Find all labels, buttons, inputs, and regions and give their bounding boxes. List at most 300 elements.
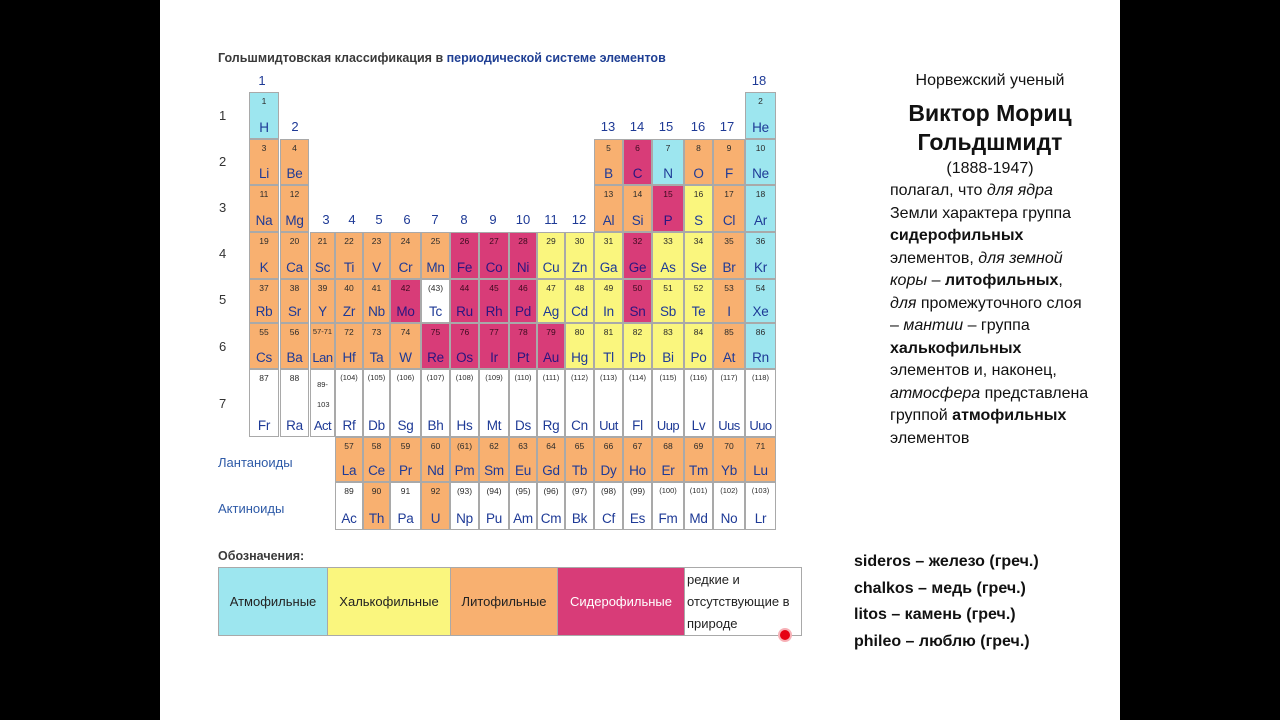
element-cell-ra: [280, 369, 309, 437]
element-cell-at: [713, 323, 745, 369]
element-symbol: Db: [368, 418, 385, 433]
atomic-number: 11: [259, 189, 269, 199]
bio-t12: мантии: [903, 317, 964, 334]
atomic-number: (115): [659, 373, 677, 382]
atomic-number: 83: [663, 327, 673, 337]
atomic-number: 86: [755, 327, 766, 337]
element-symbol: C: [632, 166, 643, 181]
atomic-number: 22: [344, 236, 354, 246]
element-cell-dy: [594, 437, 623, 482]
element-cell-sg: [390, 369, 421, 437]
atomic-number: 85: [724, 327, 734, 337]
element-cell-na: [249, 185, 279, 232]
element-symbol: Pm: [454, 463, 475, 478]
element-symbol: Pd: [514, 304, 532, 319]
atomic-number: 92: [430, 486, 441, 496]
element-cell-al: [594, 185, 623, 232]
bio-t4: сидерофильных: [890, 227, 1024, 244]
element-symbol: Uuo: [749, 418, 772, 433]
atomic-number: (107): [426, 373, 445, 382]
element-symbol: Sg: [397, 418, 414, 433]
element-cell-li: [249, 139, 279, 185]
element-symbol: Am: [513, 511, 533, 526]
element-symbol: Cm: [540, 511, 562, 526]
element-cell-lan: [310, 323, 335, 369]
atomic-number: 41: [371, 283, 382, 293]
atomic-number: 19: [259, 236, 269, 246]
atomic-number: 4: [292, 143, 297, 153]
atomic-number: 27: [489, 236, 499, 246]
element-cell-ac: [335, 482, 363, 530]
element-symbol: Np: [456, 511, 473, 526]
element-cell-uuo: [745, 369, 776, 437]
element-cell-lv: [684, 369, 713, 437]
element-cell-bk: [565, 482, 594, 530]
element-cell-he: [745, 92, 776, 139]
atomic-number: 77: [489, 327, 499, 337]
element-symbol: Os: [456, 350, 473, 365]
atomic-number: 67: [632, 441, 643, 451]
group-header-16: 16: [690, 119, 706, 134]
group-header-7: 7: [431, 212, 439, 227]
element-cell-ho: [623, 437, 652, 482]
atomic-number: 38: [289, 283, 300, 293]
element-cell-fe: [450, 232, 479, 279]
atomic-number: (112): [571, 373, 588, 382]
atomic-number: 73: [371, 327, 382, 337]
element-symbol: I: [727, 304, 731, 319]
atomic-number: 78: [518, 327, 528, 337]
element-cell-u: [421, 482, 450, 530]
period-label-2: 2: [219, 154, 227, 169]
legend: [218, 567, 802, 636]
element-symbol: F: [724, 166, 734, 181]
element-cell-cf: [594, 482, 623, 530]
atomic-number: 2: [758, 96, 763, 106]
element-symbol: Pb: [629, 350, 646, 365]
element-symbol: Na: [255, 213, 273, 228]
element-cell-la: [335, 437, 363, 482]
element-cell-cr: [390, 232, 421, 279]
bio-paragraph: [890, 180, 1090, 450]
element-symbol: Re: [427, 350, 444, 365]
atomic-number: 74: [400, 327, 411, 337]
atomic-number: (118): [752, 373, 769, 382]
element-symbol: Md: [689, 511, 708, 526]
atomic-number: 34: [693, 236, 704, 246]
element-symbol: Fe: [456, 260, 473, 275]
group-header-13: 13: [600, 119, 616, 134]
period-label-6: 6: [219, 339, 227, 354]
element-cell-am: [509, 482, 537, 530]
element-symbol: V: [372, 260, 381, 275]
atomic-number: 25: [430, 236, 441, 246]
element-symbol: Lv: [691, 418, 706, 433]
group-header-4: 4: [348, 212, 356, 227]
atomic-number: (110): [514, 373, 532, 382]
element-cell-uup: [652, 369, 684, 437]
element-symbol: Lan: [312, 350, 333, 365]
atomic-number: (98): [600, 486, 617, 496]
element-symbol: Cr: [398, 260, 413, 275]
atomic-number: 35: [724, 236, 734, 246]
element-symbol: Sr: [287, 304, 302, 319]
element-cell-gd: [537, 437, 565, 482]
group-header-5: 5: [375, 212, 383, 227]
element-cell-i: [713, 279, 745, 323]
atomic-number: 80: [574, 327, 585, 337]
element-cell-ag: [537, 279, 565, 323]
element-cell-md: [684, 482, 713, 530]
element-symbol: Pr: [398, 463, 413, 478]
element-cell-s: [684, 185, 713, 232]
element-symbol: Fm: [658, 511, 678, 526]
element-symbol: N: [663, 166, 673, 181]
element-cell-in: [594, 279, 623, 323]
atomic-number: (116): [690, 373, 707, 382]
element-cell-ca: [280, 232, 309, 279]
atomic-number: 65: [574, 441, 585, 451]
element-symbol: Ge: [628, 260, 647, 275]
atomic-number: 87: [259, 373, 269, 383]
element-cell-re: [421, 323, 450, 369]
element-cell-es: [623, 482, 652, 530]
period-label-3: 3: [219, 200, 227, 215]
element-cell-ba: [280, 323, 309, 369]
element-cell-k: [249, 232, 279, 279]
element-cell-tb: [565, 437, 594, 482]
period-label-7: 7: [219, 396, 227, 411]
element-cell-n: [652, 139, 684, 185]
element-cell-po: [684, 323, 713, 369]
atomic-number: (104): [340, 373, 358, 382]
element-symbol: Cs: [255, 350, 273, 365]
bio-t13: – группа: [963, 317, 1030, 334]
atomic-number: 82: [632, 327, 643, 337]
bio-t6: для земной коры: [890, 249, 1063, 289]
element-cell-be: [280, 139, 309, 185]
bio-intro: Норвежский ученый: [915, 72, 1065, 89]
element-cell-rb: [249, 279, 279, 323]
element-symbol: Br: [722, 260, 736, 275]
atomic-number: (99): [629, 486, 646, 496]
scientist-name: Виктор Мориц Гольдшмидт: [908, 99, 1072, 155]
atomic-number: (106): [396, 373, 415, 382]
element-cell-ru: [450, 279, 479, 323]
element-symbol: Li: [258, 166, 270, 181]
atomic-number: 14: [632, 189, 643, 199]
atomic-number: 68: [663, 441, 673, 451]
element-cell-w: [390, 323, 421, 369]
atomic-number: 90: [371, 486, 382, 496]
element-symbol: Hg: [571, 350, 588, 365]
etymology-litos: litos – камень (греч.): [854, 606, 1016, 623]
element-cell-act: [310, 369, 335, 437]
element-cell-br: [713, 232, 745, 279]
group-header-10: 10: [515, 212, 531, 227]
element-cell-fr: [249, 369, 279, 437]
bio-t14: халькофильных: [890, 339, 1022, 357]
element-symbol: Ru: [456, 304, 473, 319]
element-cell-b: [594, 139, 623, 185]
scientist-years: (1888-1947): [946, 159, 1034, 177]
element-symbol: Mg: [285, 213, 304, 228]
element-symbol: Pu: [485, 511, 503, 526]
atomic-number: 15: [663, 189, 673, 199]
element-cell-uut: [594, 369, 623, 437]
element-symbol: He: [752, 120, 769, 135]
bio-t19: элементов: [890, 429, 970, 447]
element-symbol: Lr: [754, 511, 767, 526]
element-symbol: Ne: [752, 166, 769, 181]
element-symbol: At: [722, 350, 736, 365]
element-symbol: Ce: [368, 463, 385, 478]
element-symbol: Sm: [484, 463, 504, 478]
element-symbol: Ta: [369, 350, 384, 365]
element-cell-tl: [594, 323, 623, 369]
element-symbol: Ra: [286, 418, 303, 433]
atomic-number: 81: [603, 327, 614, 337]
element-cell-tc: [421, 279, 450, 323]
element-symbol: S: [694, 213, 703, 228]
element-cell-xe: [745, 279, 776, 323]
element-symbol: Au: [542, 350, 560, 365]
atomic-number: (103): [751, 486, 770, 495]
element-cell-fm: [652, 482, 684, 530]
legend-chalcophile: Халькофильные: [328, 568, 451, 635]
atomic-number: 91: [400, 486, 411, 496]
element-cell-cd: [565, 279, 594, 323]
element-symbol: Tl: [603, 350, 614, 365]
element-cell-rn: [745, 323, 776, 369]
atomic-number: 28: [518, 236, 528, 246]
element-symbol: Al: [602, 213, 615, 228]
atomic-number: 60: [430, 441, 441, 451]
atomic-number: 33: [663, 236, 673, 246]
element-cell-cn: [565, 369, 594, 437]
element-symbol: Rb: [255, 304, 273, 319]
element-cell-ar: [745, 185, 776, 232]
element-symbol: Ar: [753, 213, 768, 228]
element-symbol: Er: [661, 463, 675, 478]
element-symbol: Ir: [490, 350, 498, 365]
element-symbol: Co: [485, 260, 503, 275]
element-cell-pa: [390, 482, 421, 530]
element-symbol: Eu: [514, 463, 532, 478]
atomic-number: 5: [606, 143, 611, 153]
element-symbol: La: [341, 463, 357, 478]
element-symbol: Nb: [368, 304, 385, 319]
legend-siderophile: Сидерофильные: [558, 568, 685, 635]
atomic-number: 42: [400, 283, 411, 293]
atomic-number: (117): [720, 373, 738, 382]
element-symbol: Sn: [629, 304, 646, 319]
atomic-number: 66: [603, 441, 614, 451]
legend-rare: редкие и отсутствующие в природе: [685, 568, 801, 635]
atomic-number: 64: [546, 441, 556, 451]
element-symbol: Ho: [629, 463, 646, 478]
element-cell-db: [363, 369, 390, 437]
element-symbol: Nd: [427, 463, 444, 478]
bio-text: [890, 70, 1090, 450]
group-header-2: 2: [291, 119, 299, 134]
element-symbol: Rh: [485, 304, 503, 319]
element-symbol: Ga: [599, 260, 618, 275]
atomic-number: 45: [489, 283, 499, 293]
element-symbol: Act: [313, 418, 332, 433]
group-header-15: 15: [658, 119, 674, 134]
atomic-number: 23: [371, 236, 382, 246]
atomic-number: (111): [542, 373, 560, 382]
bio-t16: атмосфера: [890, 384, 981, 402]
element-symbol: Cn: [571, 418, 588, 433]
element-symbol: Tc: [428, 304, 443, 319]
element-symbol: Sb: [659, 304, 677, 319]
atomic-number: 75: [430, 327, 441, 337]
element-cell-pt: [509, 323, 537, 369]
atomic-number: 58: [371, 441, 382, 451]
element-cell-mn: [421, 232, 450, 279]
element-symbol: Cf: [601, 511, 616, 526]
atomic-number: (96): [543, 486, 559, 496]
etymology-sideros: sideros – железо (греч.): [854, 553, 1039, 570]
pointer-dot: [780, 630, 790, 640]
period-label-5: 5: [219, 292, 227, 307]
element-symbol: Kr: [753, 260, 768, 275]
element-cell-y: [310, 279, 335, 323]
atomic-number: 62: [489, 441, 499, 451]
element-symbol: Bk: [571, 511, 588, 526]
element-cell-ds: [509, 369, 537, 437]
period-label-4: 4: [219, 246, 227, 261]
element-symbol: Be: [286, 166, 303, 181]
element-cell-er: [652, 437, 684, 482]
element-symbol: Hf: [342, 350, 356, 365]
element-symbol: Ac: [341, 511, 357, 526]
legend-lithophile: Литофильные: [451, 568, 558, 635]
element-symbol: Rf: [342, 418, 356, 433]
atomic-number: 52: [693, 283, 704, 293]
element-cell-pb: [623, 323, 652, 369]
element-symbol: Zr: [342, 304, 356, 319]
atomic-number: 89: [344, 486, 354, 496]
element-symbol: Xe: [752, 304, 769, 319]
element-symbol: P: [663, 213, 673, 228]
atomic-number: 89-103: [317, 380, 330, 409]
atomic-number: 10: [755, 143, 766, 153]
element-symbol: Dy: [600, 463, 617, 478]
element-symbol: Te: [691, 304, 706, 319]
element-cell-bh: [421, 369, 450, 437]
element-cell-nd: [421, 437, 450, 482]
element-cell-f: [713, 139, 745, 185]
atomic-number: 26: [459, 236, 470, 246]
atomic-number: 36: [755, 236, 766, 246]
atomic-number: 48: [574, 283, 585, 293]
atomic-number: 20: [289, 236, 300, 246]
element-symbol: Se: [690, 260, 707, 275]
element-cell-se: [684, 232, 713, 279]
element-cell-th: [363, 482, 390, 530]
element-symbol: Ti: [343, 260, 355, 275]
element-cell-rh: [479, 279, 509, 323]
atomic-number: 69: [693, 441, 704, 451]
atomic-number: 44: [459, 283, 470, 293]
atomic-number: 51: [663, 283, 673, 293]
element-cell-ne: [745, 139, 776, 185]
element-cell-cu: [537, 232, 565, 279]
element-symbol: Lu: [753, 463, 768, 478]
group-header-3: 3: [322, 212, 330, 227]
element-symbol: Uus: [718, 418, 740, 433]
element-cell-lr: [745, 482, 776, 530]
element-cell-nb: [363, 279, 390, 323]
atomic-number: (95): [515, 486, 531, 496]
actinides-label: Актиноиды: [218, 501, 285, 516]
atomic-number: 32: [632, 236, 643, 246]
bio-t9: ,: [1058, 272, 1063, 289]
element-symbol: U: [430, 511, 441, 526]
atomic-number: 76: [459, 327, 470, 337]
element-cell-sc: [310, 232, 335, 279]
element-symbol: Uup: [656, 418, 680, 433]
element-symbol: Bi: [662, 350, 674, 365]
element-cell-kr: [745, 232, 776, 279]
element-cell-hs: [450, 369, 479, 437]
group-header-9: 9: [489, 212, 497, 227]
bio-t1: полагал, что: [890, 182, 987, 199]
element-symbol: Sc: [314, 260, 331, 275]
atomic-number: 71: [755, 441, 766, 451]
element-symbol: Cu: [542, 260, 560, 275]
atomic-number: 46: [518, 283, 528, 293]
element-symbol: Ni: [516, 260, 530, 275]
element-cell-rg: [537, 369, 565, 437]
etymology-chalkos: chalkos – медь (греч.): [854, 579, 1026, 597]
atomic-number: 47: [546, 283, 556, 293]
element-cell-yb: [713, 437, 745, 482]
element-cell-uus: [713, 369, 745, 437]
title-part1: Гольшмидтовская классификация в: [218, 51, 447, 65]
element-symbol: Pa: [397, 511, 414, 526]
atomic-number: 31: [603, 236, 614, 246]
element-symbol: W: [399, 350, 412, 365]
bio-t3: Земли характера группа: [890, 204, 1072, 222]
atomic-number: 79: [546, 327, 556, 337]
element-symbol: Yb: [720, 463, 738, 478]
element-symbol: Uut: [599, 418, 618, 433]
element-cell-tm: [684, 437, 713, 482]
element-cell-ti: [335, 232, 363, 279]
atomic-number: 1: [261, 96, 267, 106]
element-cell-mo: [390, 279, 421, 323]
atomic-number: 84: [693, 327, 704, 337]
element-cell-ga: [594, 232, 623, 279]
lanthanides-label: Лантаноиды: [218, 455, 293, 470]
element-cell-p: [652, 185, 684, 232]
element-symbol: In: [603, 304, 614, 319]
bio-t8: литофильных: [944, 272, 1059, 289]
group-header-1: 1: [258, 73, 266, 88]
element-symbol: Ag: [542, 304, 560, 319]
atomic-number: 39: [317, 283, 328, 293]
element-cell-ir: [479, 323, 509, 369]
element-cell-pm: [450, 437, 479, 482]
element-cell-sm: [479, 437, 509, 482]
element-symbol: Hs: [456, 418, 473, 433]
atomic-number: 12: [289, 189, 300, 199]
title-part2: периодической системе элементов: [446, 51, 666, 65]
